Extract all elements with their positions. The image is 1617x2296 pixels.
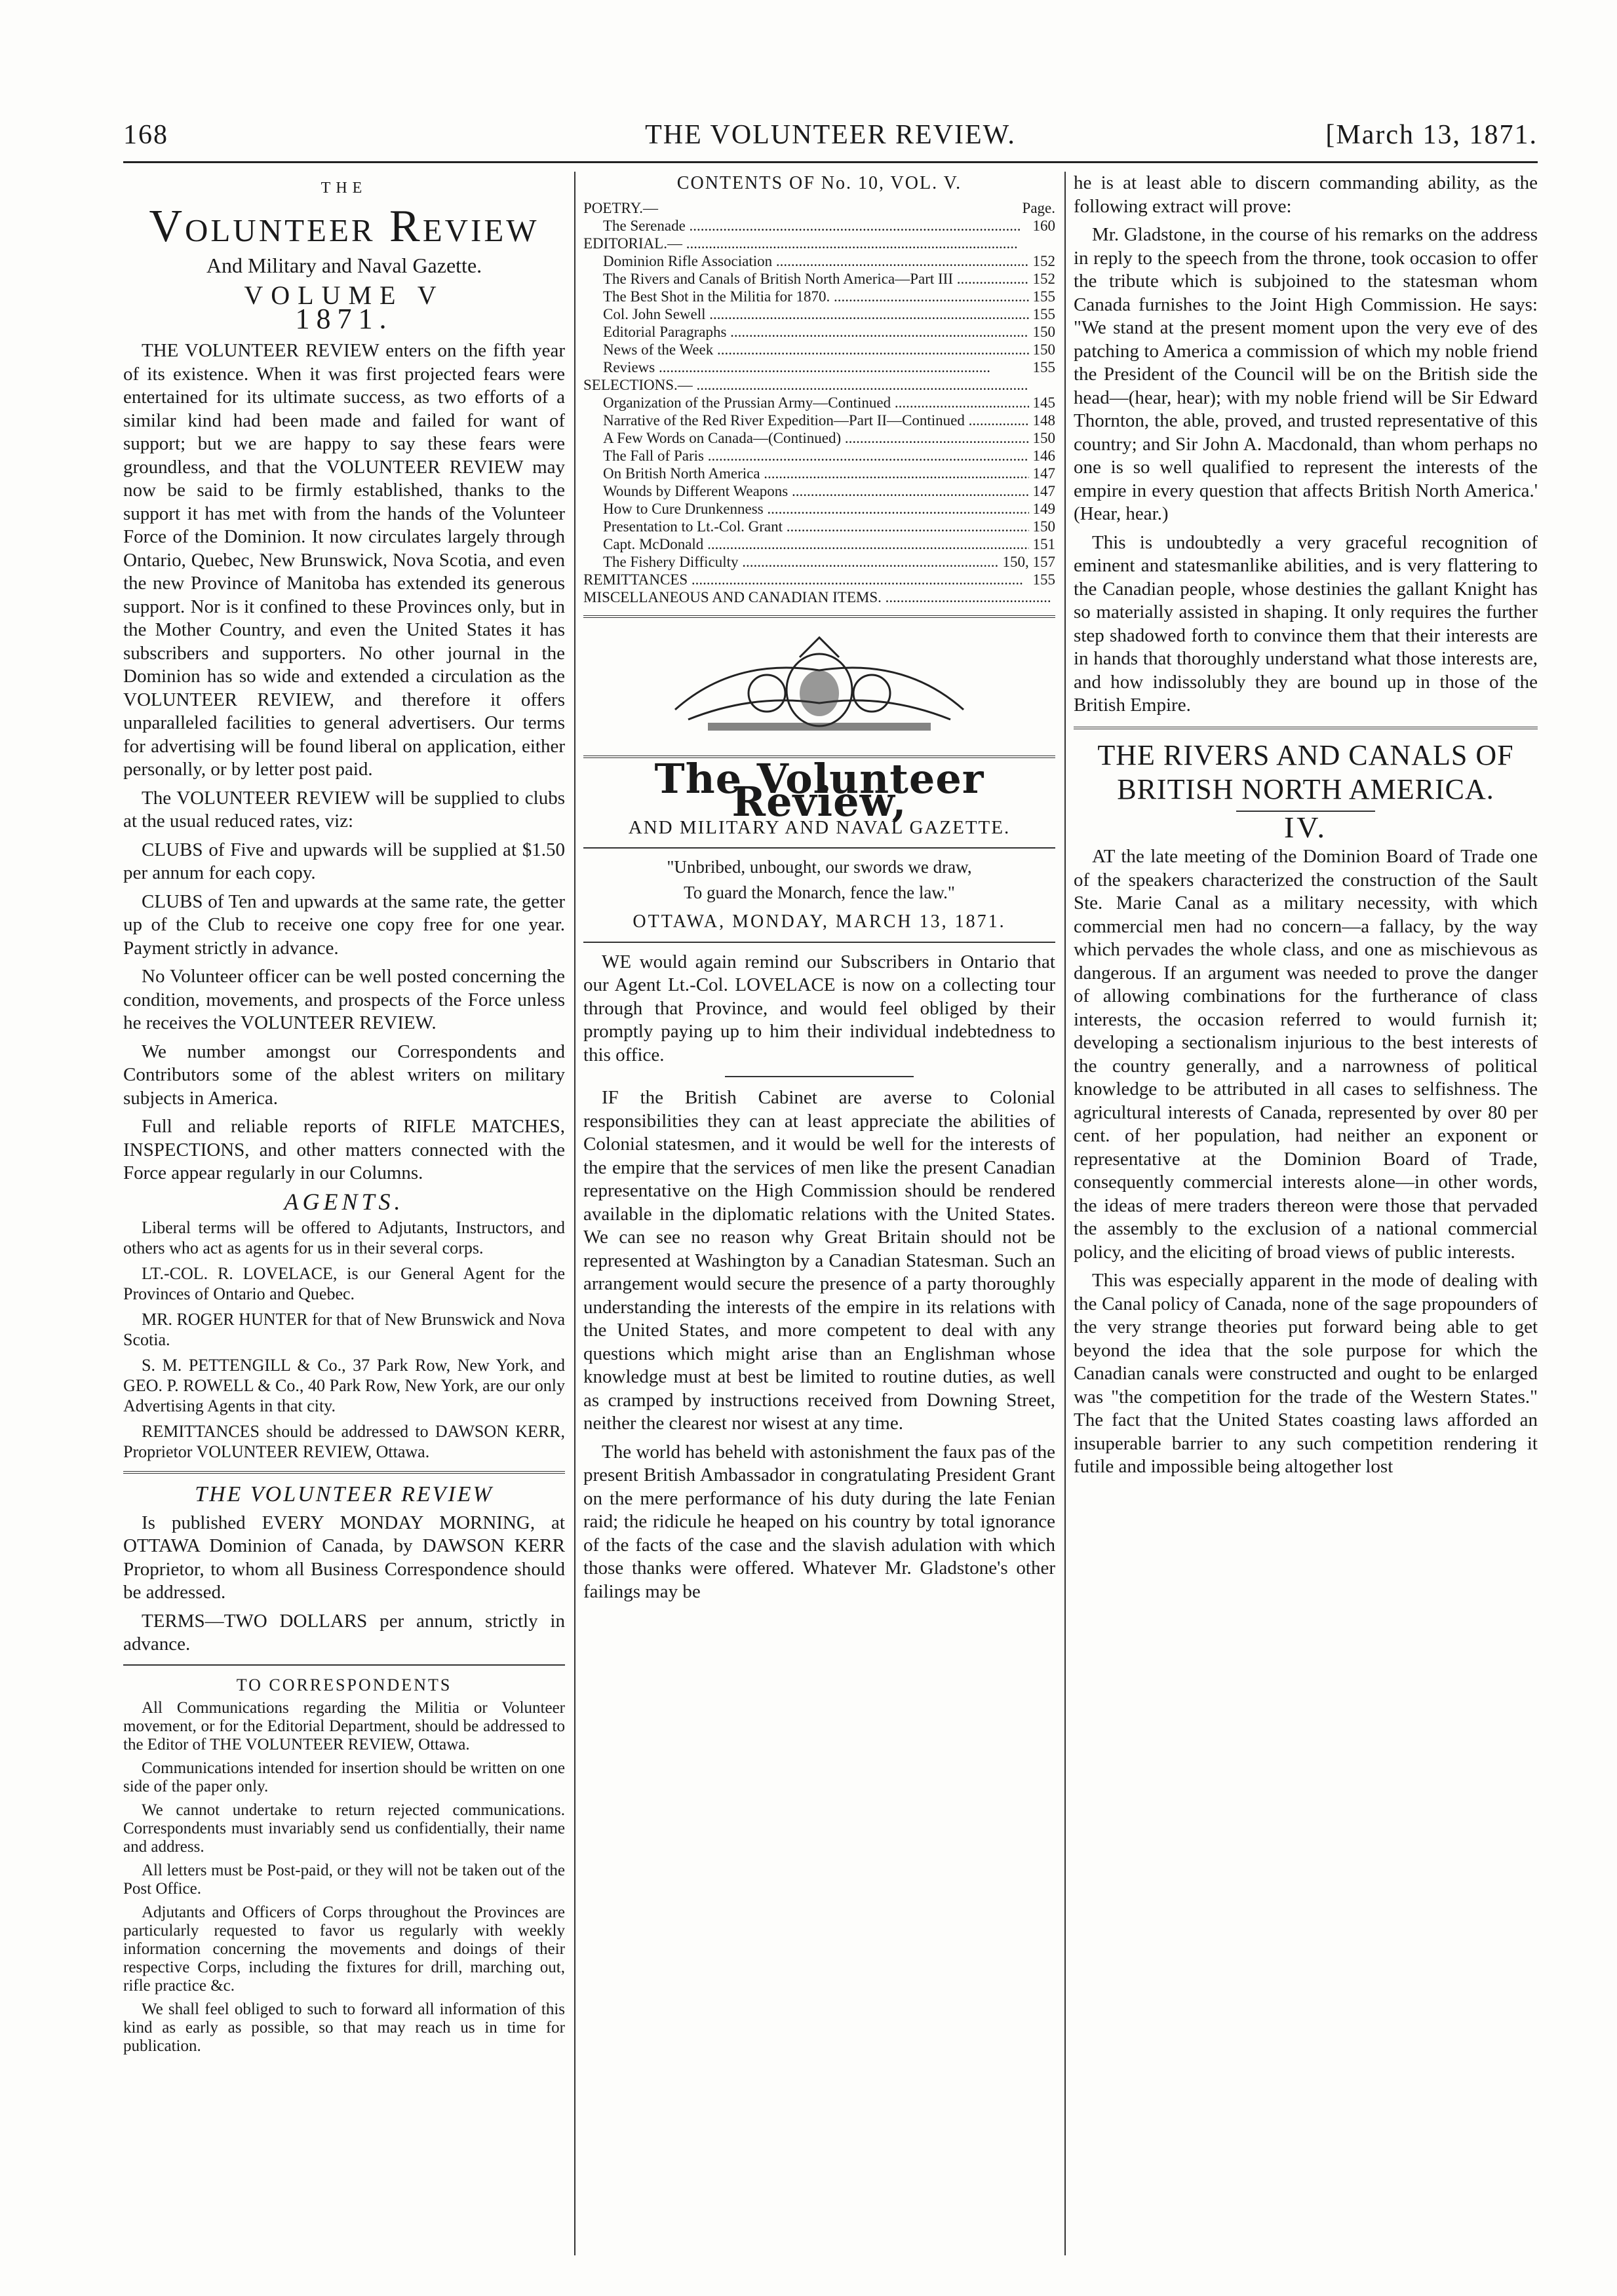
agent-lovelace: LT.-COL. R. LOVELACE, is our General Agent for the Provinces of Ontario and Quebec. [123, 1264, 565, 1303]
section-rule [583, 615, 1055, 618]
contents-row-page: 151 [1032, 535, 1055, 552]
contents-row [583, 588, 1055, 606]
contents-poetry: POETRY.— [583, 199, 658, 216]
contents-row [583, 500, 1055, 518]
dateline: OTTAWA, MONDAY, MARCH 13, 1871. [633, 911, 1006, 932]
page-number: 168 [123, 120, 168, 150]
contents-row-label: MISCELLANEOUS AND CANADIAN ITEMS. ..... [583, 588, 1051, 606]
contents-row-label: Reviews ..... [583, 358, 1029, 376]
contents-row-page [1051, 588, 1055, 606]
agent-hunter: MR. ROGER HUNTER for that of New Brunswick and Nova Scotia. [123, 1310, 565, 1349]
contents-row [583, 465, 1055, 482]
contents-row [583, 358, 1055, 376]
contents-row [583, 447, 1055, 465]
contents-row [583, 411, 1055, 429]
motto-line-1: "Unbribed, unbought, our swords we draw, [667, 857, 972, 877]
recognition-paragraph: This is undoubtedly a very graceful recognition of eminent and statesmanlike abilities, and is very flattering to the Canadian people, whose destinies the gallant Knight has so materially assisted in shaping. It only requires the further step shadowed forth to convince them that their interests are in hands that thoroughly understand what those interests are, and how indissolubly they are bound up in those of the British Empire. [1074, 531, 1538, 716]
contents-page-label: Page. [1022, 199, 1055, 216]
contents-row-label: The Best Shot in the Militia for 1870. ..... [583, 288, 1029, 305]
cabinet-paragraph: IF the British Cabinet are averse to Colonial responsibilities they can at least appreciate the abilities of Colonial statesmen, and it would be well for the interests of the empire that the services of men like the present Canadian representative on the High Commission should be rendered available in the diplomatic relations with the United States. We can see no reason why Great Britain should not be represented at Washington by a Canadian Statesman. Such an arrangement would secure the presence of a party thoroughly understanding the interests of the empire in its relations with the United States, and more competent to deal with any questions which might arise than an Englishman whose knowledge must at best be limited to routine duties, as well as cramped by instructions received from Downing Street, neither the clearest nor wisest at any time. [583, 1087, 1055, 1434]
contents-row-page: 150 [1032, 323, 1055, 340]
running-title: THE VOLUNTEER REVIEW. [645, 120, 1016, 150]
contents-row-page [1051, 235, 1055, 252]
contents-row [583, 252, 1055, 270]
contents-row-label: News of the Week ..... [583, 341, 1029, 358]
contents-row-label: The Rivers and Canals of British North America—Part III ..... [583, 270, 1029, 288]
column-divider-2 [1064, 172, 1066, 2255]
section-rule [1074, 727, 1538, 729]
clubs-ten-paragraph: CLUBS of Ten and upwards at the same rate, the getter up of the Club to receive one copy free for one year. Payment strictly in advance. [123, 890, 565, 959]
masthead-subtitle: And Military and Naval Gazette. [206, 253, 482, 277]
contents-row-label: Capt. McDonald ..... [583, 535, 1029, 553]
masthead-the: THE [321, 180, 368, 197]
intro-paragraph: THE VOLUNTEER REVIEW enters on the fifth year of its existence. When it was first projected fears were entertained for its ultimate success, as two efforts of a similar kind had been made and failed for want of support; but we are happy to say these fears were groundless, and that the VOLUNTEER REVIEW may now be said to be firmly established, thanks to the support it has met with from the hands of the Volunteer Force of the Dominion. It now circulates largely through Ontario, Quebec, New Brunswick, Nova Scotia, and even the new Province of Manitoba has extended its generous support. Nor is it confined to these Provinces only, but in the Mother Country, and even the United States it has subscribers and supporters. No other journal in the Dominion has so wide and extended a circulation as the VOLUNTEER REVIEW, and therefore it offers unparalleled facilities to general advertisers. Our terms for advertising will be found liberal on application, either personally, or by letter post paid. [123, 340, 565, 780]
motto-line-2: To guard the Monarch, fence the law." [684, 883, 955, 902]
contents-row-page: 146 [1032, 447, 1055, 464]
contents-row [583, 217, 1055, 235]
contents-row-page: 145 [1032, 394, 1055, 411]
remittances-note: REMITTANCES should be addressed to DAWSON KERR, Proprietor VOLUNTEER REVIEW, Ottawa. [123, 1422, 565, 1461]
section-rule [583, 847, 1055, 849]
contents-row [583, 518, 1055, 535]
contents-row-label: SELECTIONS.— ..... [583, 376, 1051, 394]
contents-row-label: Wounds by Different Weapons ..... [583, 482, 1029, 500]
contents-row-page: 152 [1032, 252, 1055, 269]
contents-row-page: 147 [1032, 482, 1055, 499]
running-date: [March 13, 1871. [1325, 120, 1538, 150]
contents-row [583, 305, 1055, 323]
contents-row-page: 150 [1032, 518, 1055, 535]
rivers-heading: THE RIVERS AND CANALS OF BRITISH NORTH AMERICA. [1097, 738, 1514, 805]
contents-row [583, 288, 1055, 305]
reports-paragraph: Full and reliable reports of RIFLE MATCHES, INSPECTIONS, and other matters connected with the Force appear regularly in our Columns. [123, 1116, 565, 1183]
contents-row-label: On British North America ..... [583, 465, 1029, 482]
contents-row [583, 341, 1055, 358]
contents-row [583, 323, 1055, 341]
correspondents-heading: TO CORRESPONDENTS [236, 1675, 452, 1694]
contents-heading: CONTENTS OF No. 10, VOL. V. [676, 173, 962, 193]
running-head [123, 119, 1538, 159]
officer-paragraph: No Volunteer officer can be well posted concerning the condition, movements, and prospects of the Force unless he receives the VOLUNTEER REVIEW. [123, 966, 565, 1033]
clubs-five-paragraph: CLUBS of Five and upwards will be supplied at $1.50 per annum for each copy. [123, 839, 565, 883]
contents-row-label: Dominion Rifle Association ..... [583, 252, 1029, 270]
contents-row-page: 160 [1032, 217, 1055, 234]
contents-row-page: 147 [1032, 465, 1055, 482]
contents-row-label: The Serenade ..... [583, 217, 1029, 235]
corr-note-2: Communications intended for insertion should be written on one side of the paper only. [123, 1759, 565, 1795]
contents-row-page: 150 [1032, 341, 1055, 358]
contents-row-label: Editorial Paragraphs ..... [583, 323, 1029, 341]
contents-row-page: 155 [1032, 305, 1055, 322]
column-2 [583, 172, 1055, 2255]
contents-row [583, 270, 1055, 288]
column-3 [1074, 172, 1538, 2255]
corr-note-5: Adjutants and Officers of Corps throughout the Provinces are particularly requested to favor us regularly with weekly information concerning the movements and doings of their respective Corps, including the fixtures for drill, marching out, rifle practice &c. [123, 1904, 565, 1995]
corr-note-6: We shall feel obliged to such to forward all information of this kind as early as possible, so that may reach us in time for publication. [123, 2000, 565, 2055]
contents-row-page: 150, 157 [1002, 553, 1055, 570]
contents-row-page: 149 [1032, 500, 1055, 517]
masthead-title: Volunteer Review [149, 201, 539, 252]
corr-note-4: All letters must be Post-paid, or they will not be taken out of the Post Office. [123, 1862, 565, 1898]
contents-row-label: Presentation to Lt.-Col. Grant ..... [583, 518, 1029, 535]
short-rule [725, 1076, 914, 1077]
section-rule [583, 942, 1055, 943]
vr-heading: THE VOLUNTEER REVIEW [195, 1482, 494, 1506]
corr-note-3: We cannot undertake to return rejected communications. Correspondents must invariably send us confidentially, their name and address. [123, 1801, 565, 1856]
column-1 [123, 172, 565, 2255]
contents-row-page: 148 [1032, 411, 1055, 429]
correspondents-paragraph: We number amongst our Correspondents and Contributors some of the ablest writers on military subjects in America. [123, 1041, 565, 1109]
crest-emblem-icon [649, 631, 990, 742]
subscriber-notice: WE would again remind our Subscribers in Ontario that our Agent Lt.-Col. LOVELACE is now on a collecting tour through that Province, and would feel obliged by their promptly paying up to him their individual indebtedness to this office. [583, 951, 1055, 1065]
corr-note-1: All Communications regarding the Militia or Volunteer movement, or for the Editorial Department, should be addressed to the Editor of THE VOLUNTEER REVIEW, Ottawa. [123, 1699, 565, 1753]
contents-row-label: Organization of the Prussian Army—Continued ..... [583, 394, 1029, 411]
terms-info: TERMS—TWO DOLLARS per annum, strictly in advance. [123, 1610, 565, 1655]
publication-info: Is published EVERY MONDAY MORNING, at OTTAWA Dominion of Canada, by DAWSON KERR Proprietor, to whom all Business Correspondence should be addressed. [123, 1512, 565, 1603]
contents-row [583, 571, 1055, 588]
gazette-subtitle: AND MILITARY AND NAVAL GAZETTE. [628, 816, 1011, 838]
contents-row-label: REMITTANCES ..... [583, 571, 1029, 588]
contents-row [583, 235, 1055, 252]
ability-paragraph: he is at least able to discern commanding ability, as the following extract will prove: [1074, 172, 1538, 217]
contents-row [583, 394, 1055, 411]
header-rule [123, 161, 1538, 163]
contents-row [583, 482, 1055, 500]
contents-row-page: 155 [1032, 571, 1055, 588]
contents-row-page: 152 [1032, 270, 1055, 287]
canal-policy-paragraph: This was especially apparent in the mode of dealing with the Canal policy of Canada, none of the sage propounders of the very strange theories put forward being able to get beyond the idea that the sole purpose for which the Canadian canals were constructed and ought to be enlarged was "the competition for the trade of the Western States." The fact that the United States coasting laws afforded an insuperable barrier to any such competition rendering it futile and impossible being altogether lost [1074, 1270, 1538, 1477]
contents-row-label: How to Cure Drunkenness ..... [583, 500, 1029, 518]
contents-row [583, 429, 1055, 447]
contents-row-label: Col. John Sewell ..... [583, 305, 1029, 323]
contents-row [583, 535, 1055, 553]
section-rule [123, 1471, 565, 1474]
clubs-paragraph: The VOLUNTEER REVIEW will be supplied to clubs at the usual reduced rates, viz: [123, 787, 565, 832]
part-number: IV. [1283, 810, 1328, 844]
volume-year: 1871. [295, 302, 393, 335]
faux-pas-paragraph: The world has beheld with astonishment the faux pas of the present British Ambassador in congratulating President Grant on the mere performance of his duty during the late Fenian raid; the ridicule he heaped on his country by total ignorance of the facts of the case and the slavish adulation with which those thanks were offered. Whatever Mr. Gladstone's other failings may be [583, 1441, 1055, 1602]
contents-row [583, 553, 1055, 571]
volume-label: VOLUME V [244, 280, 444, 310]
section-rule [123, 1664, 565, 1666]
contents-row [583, 376, 1055, 394]
contents-row-label: EDITORIAL.— ..... [583, 235, 1051, 252]
agent-pettengill: S. M. PETTENGILL & Co., 37 Park Row, New York, and GEO. P. ROWELL & Co., 40 Park Row, New York, are our only Advertising Agents in that city. [123, 1356, 565, 1415]
contents-row-label: Narrative of the Red River Expedition—Part II—Continued ..... [583, 411, 1029, 429]
contents-row-page [1051, 376, 1055, 394]
contents-row-page: 155 [1032, 288, 1055, 305]
column-divider-1 [574, 172, 575, 2255]
board-of-trade-paragraph: AT the late meeting of the Dominion Board of Trade one of the speakers characterized the construction of the Sault Ste. Marie Canal as a military necessity, with which commercial men had no concern—a fallacy, by the way which pervades the whole class, and one as mischievous as dangerous. If an argument was needed to prove the danger of allowing combinations for the furtherance of class interests, the occasion referred to would furnish it; developing a sectionalism injurious to the best interests of the country generally, and a narrowness of political knowledge to be attributed in all cases to selfishness. The agricultural interests of Canada, represented by over 80 per cent. of her population, had neither an exponent or representative at the Dominion Board of Trade, consequently commercial interests alone—in other words, the ideas of mere traders thereon were those that pervaded the assembly to the exclusion of a national commercial policy, and the eliciting of broad views of public interests. [1074, 846, 1538, 1263]
contents-row-label: The Fall of Paris ..... [583, 447, 1029, 465]
gladstone-quote: Mr. Gladstone, in the course of his remarks on the address in reply to the speech from the throne, took occasion to offer the tribute which is subjoined to the statesman whom Canada furnishes to the Joint High Commission. He says: "We stand at the present moment upon the very eve of des patching to America a commission of which my noble friend the President of the Council will be on the British side the head—(hear, hear); with my noble friend will be Sir Edward Thornton, the able, proved, and trusted representative of this country; and Sir John A. Macdonald, than whom perhaps no one is so well qualified to represent the interests of the empire in every question that affects British North America.' (Hear, hear.) [1074, 224, 1538, 524]
contents-row-label: A Few Words on Canada—(Continued) ..... [583, 429, 1029, 447]
contents-row-page: 150 [1032, 429, 1055, 446]
contents-row-page: 155 [1032, 358, 1055, 375]
contents-table [583, 199, 1055, 606]
agents-heading: AGENTS. [284, 1188, 404, 1215]
contents-row-label: The Fishery Difficulty ..... [583, 553, 999, 571]
agents-terms: Liberal terms will be offered to Adjutants, Instructors, and others who act as agents for us in their several corps. [123, 1218, 565, 1257]
gothic-title: The Volunteer Review, [654, 754, 984, 826]
